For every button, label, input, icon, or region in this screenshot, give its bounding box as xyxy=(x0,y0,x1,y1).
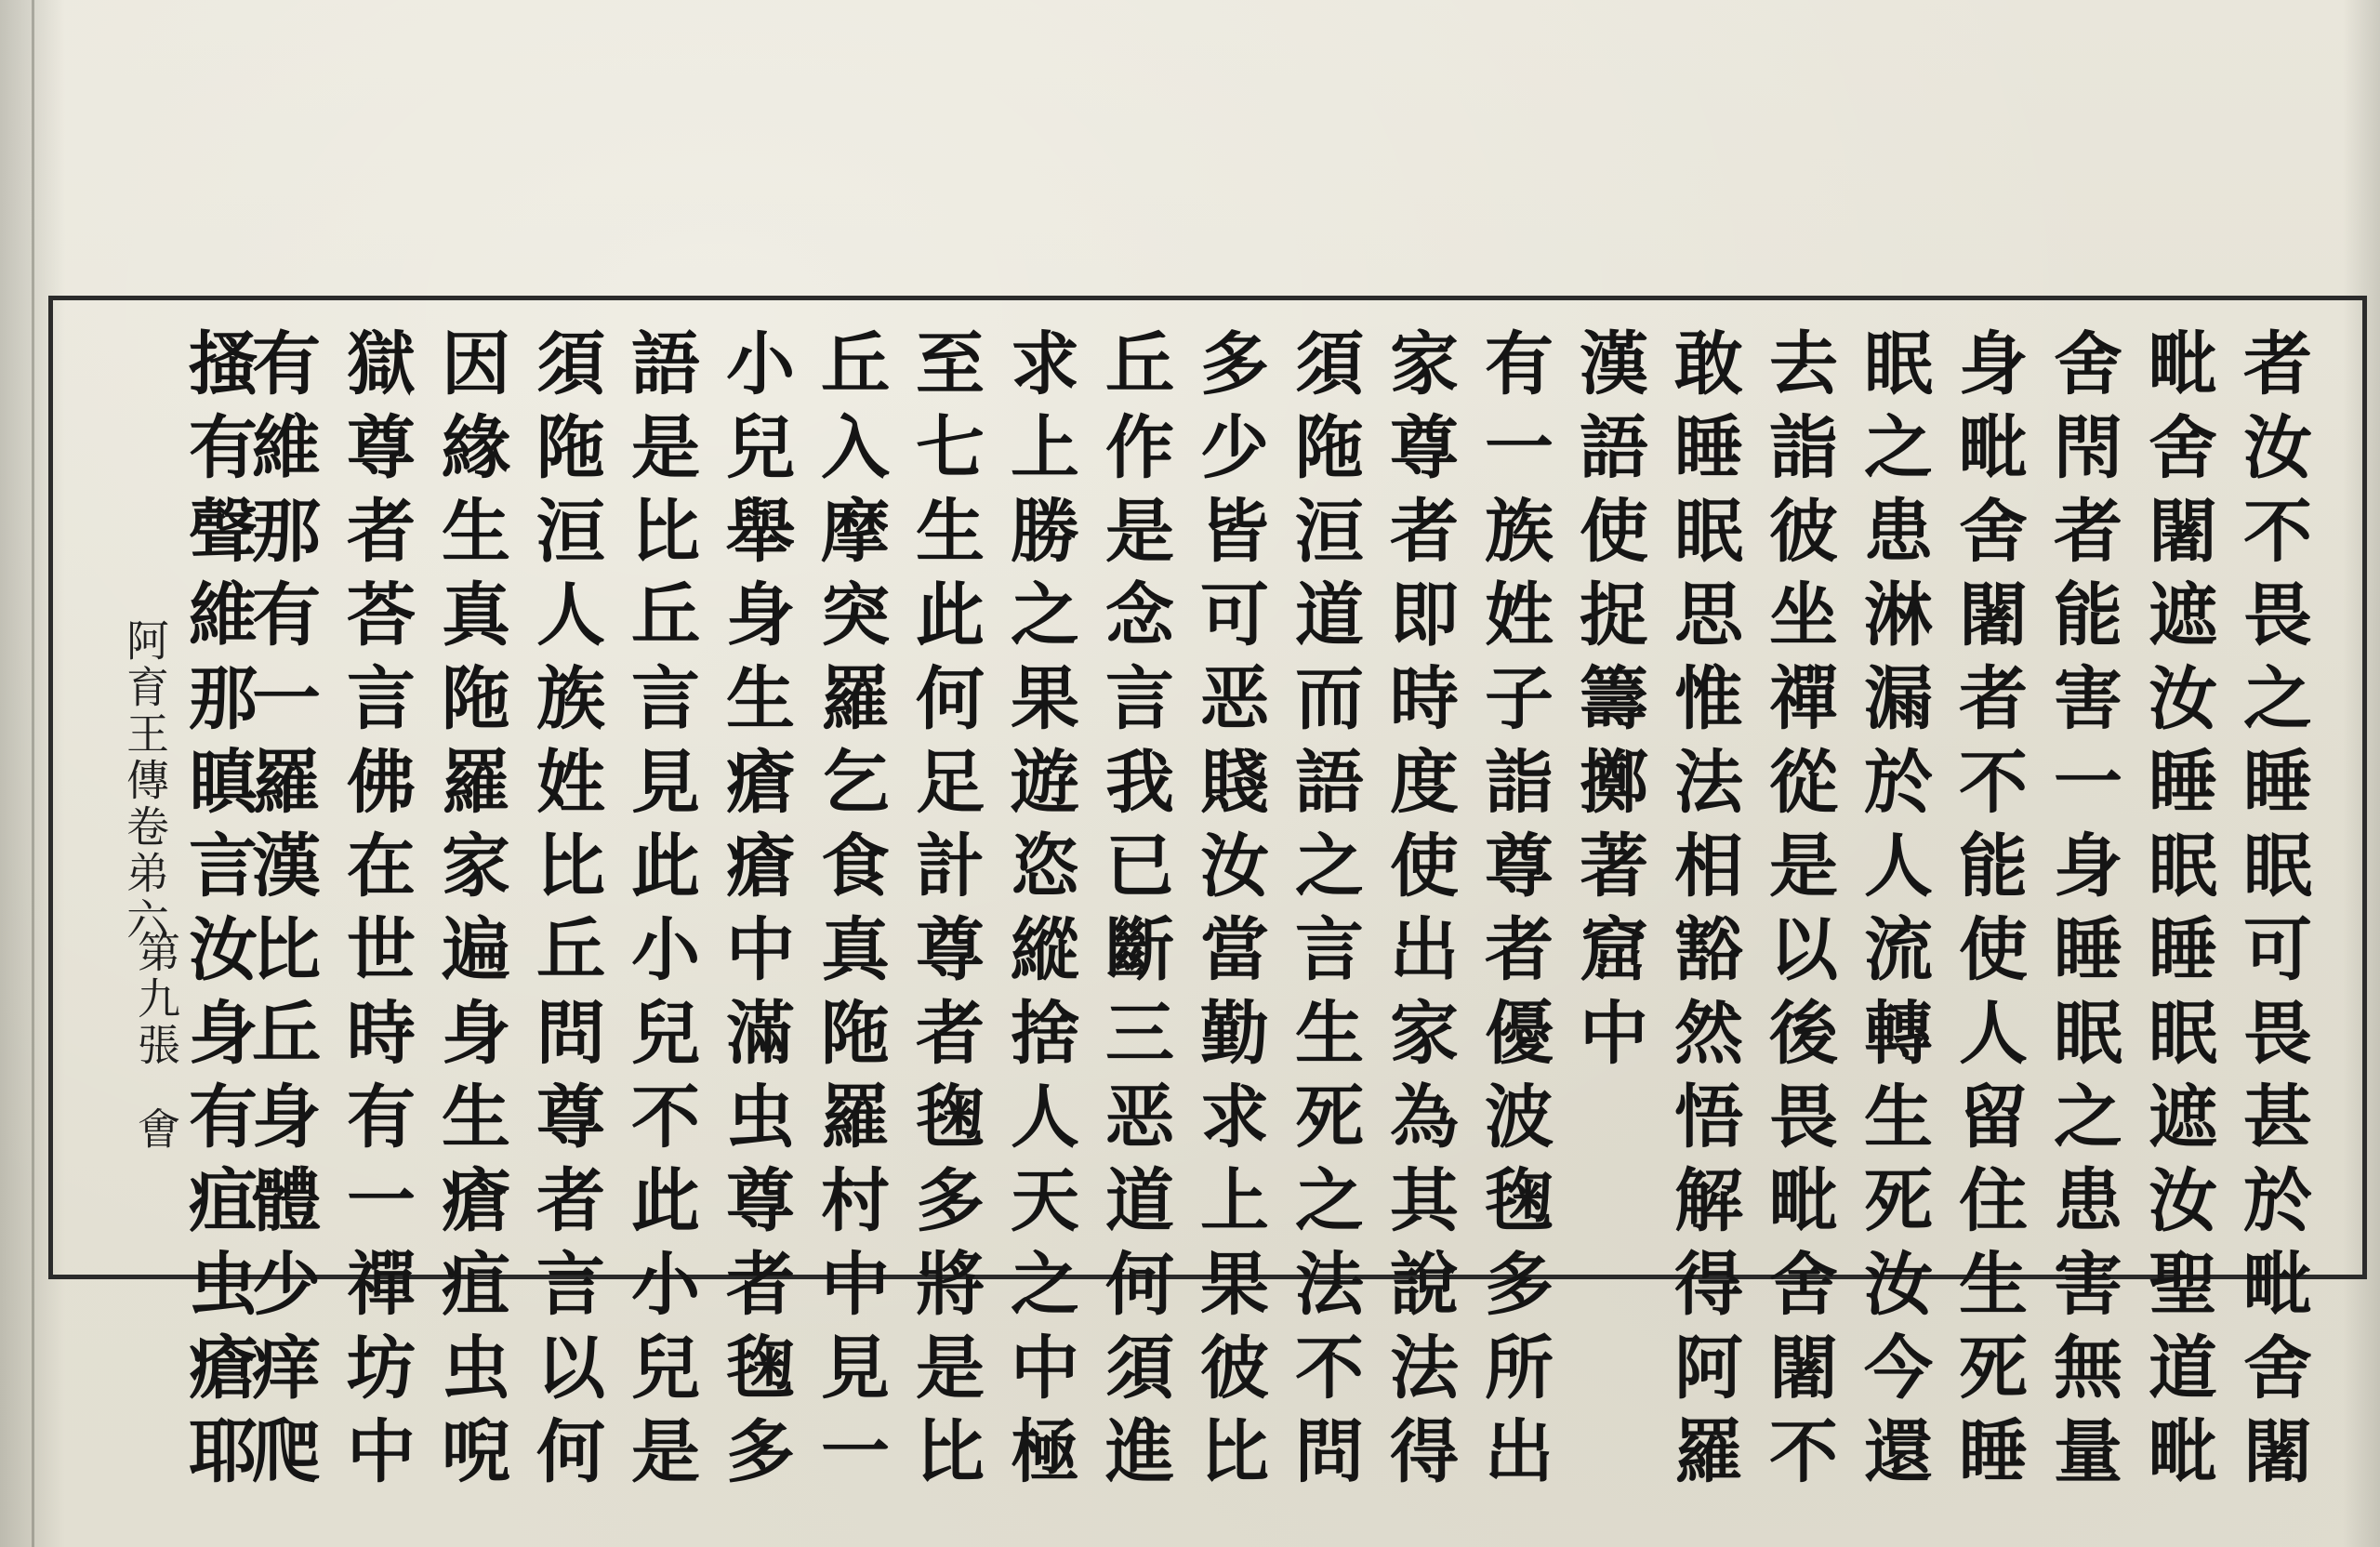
text-column-18: 語是比丘言見此小兒不此小兒是 xyxy=(620,327,700,1499)
text-column-11: 須陁洹道而語之言生死之法不問 xyxy=(1284,327,1364,1499)
text-column-13: 丘作是念言我已斷三恶道何須進 xyxy=(1094,327,1174,1499)
binding-fold-line xyxy=(32,0,34,1547)
text-column-3: 舍閇者能害一身睡眠之患害無量 xyxy=(2043,327,2122,1499)
text-column-1: 者汝不畏之睡眠可畏甚於毗舍闍 xyxy=(2232,327,2312,1499)
colophon-book-title: 阿育王傳卷弟六 xyxy=(120,618,170,944)
text-column-6: 去詣彼坐禪從是以後畏毗舍闍不 xyxy=(1758,327,1838,1499)
text-column-22: 有維那有一羅漢比丘身體少痒爬 xyxy=(241,327,321,1499)
text-column-5: 眠之患淋漏於人流轉生死汝今還 xyxy=(1853,327,1933,1499)
text-column-23: 搔有聲維那瞋言汝身有疽虫瘡耶 xyxy=(178,327,258,1499)
text-column-4: 身毗舍闍者不能使人留住生死睡 xyxy=(1948,327,2028,1499)
text-column-9: 有一族姓子詣尊者優波毱多所出 xyxy=(1474,327,1554,1499)
text-column-17: 小兒舉身生瘡瘡中滿虫尊者毱多 xyxy=(715,327,795,1499)
text-column-21: 獄尊者荅言佛在世時有一禪坊中 xyxy=(336,327,416,1499)
text-column-2: 毗舍闍遮汝睡眠睡眠遮汝聖道毗 xyxy=(2137,327,2217,1499)
text-column-7: 敢睡眠思惟法相豁然悟解得阿羅 xyxy=(1663,327,1743,1499)
colophon-page-number: 第九張 xyxy=(131,930,181,1069)
text-column-19: 須陁洹人族姓比丘問尊者言以何 xyxy=(525,327,605,1499)
text-column-15: 至七生此何足計尊者毱多將是比 xyxy=(905,327,985,1499)
text-column-10: 家尊者即時度使出家為其說法得 xyxy=(1379,327,1459,1499)
colophon-block-mark: 㑹 xyxy=(131,1106,181,1153)
text-column-8: 漢語使捉籌擲著窟中 xyxy=(1568,327,1648,1080)
text-column-16: 丘入摩突羅乞食真陁羅村中見一 xyxy=(810,327,890,1499)
text-column-12: 多少皆可恶賤汝當勤求上果彼比 xyxy=(1189,327,1269,1499)
text-column-14: 求上勝之果遊恣縱捨人天之中極 xyxy=(999,327,1079,1499)
text-column-20: 因緣生真陁羅家遍身生瘡疽虫唲 xyxy=(430,327,510,1499)
